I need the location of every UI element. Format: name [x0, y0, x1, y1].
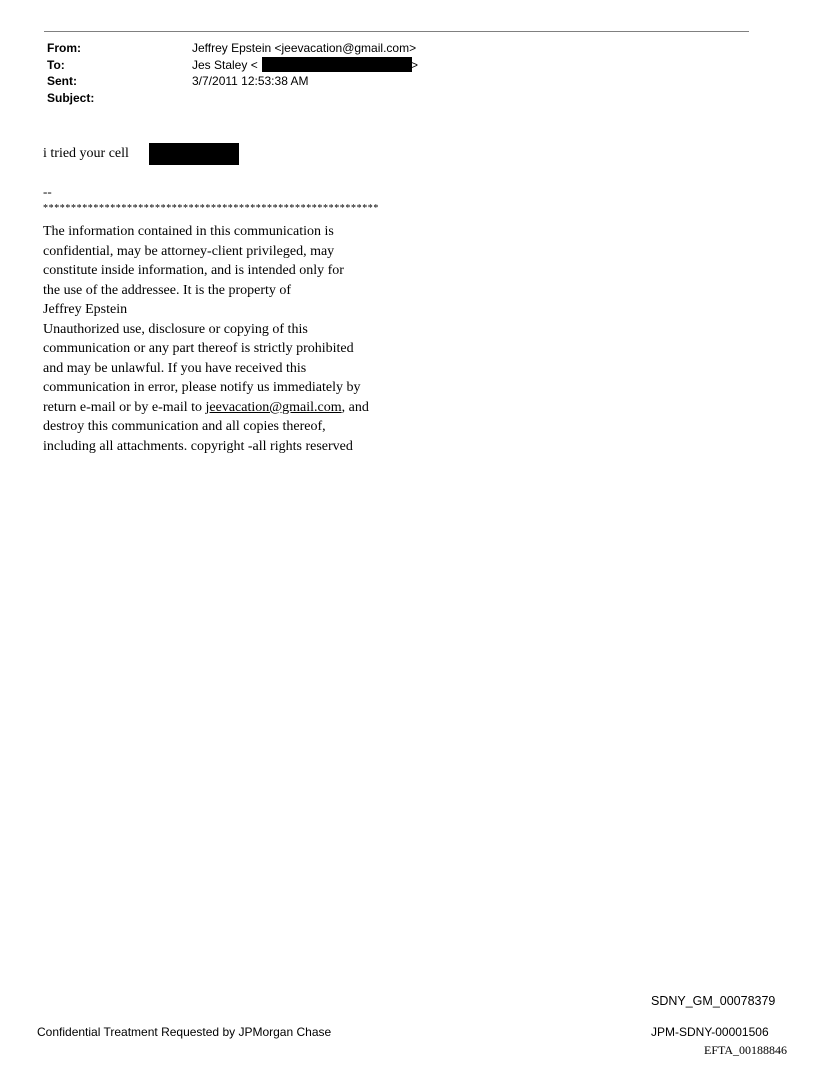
- disclaimer-text: , and: [341, 399, 369, 415]
- disclaimer-line: Unauthorized use, disclosure or copying of this: [43, 321, 308, 337]
- disclaimer-line: the use of the addressee. It is the property of: [43, 282, 292, 298]
- disclaimer-line: confidential, may be attorney-client privileged, may: [43, 243, 335, 259]
- to-email-redaction: [262, 57, 412, 72]
- phone-redaction: [149, 143, 239, 165]
- asterisk-divider: ************************************************************: [43, 203, 379, 214]
- disclaimer-line: including all attachments. copyright -all rights reserved: [43, 438, 353, 454]
- message-text: i tried your cell: [43, 146, 129, 161]
- bates-sdny: SDNY_GM_00078379: [651, 994, 776, 1008]
- confidentiality-disclaimer: [43, 222, 463, 456]
- disclaimer-line: destroy this communication and all copies thereof,: [43, 419, 326, 434]
- disclaimer-line: Jeffrey Epstein: [43, 302, 128, 317]
- from-value: Jeffrey Epstein <jeevacation@gmail.com>: [192, 41, 417, 55]
- bates-efta: EFTA_00188846: [704, 1043, 788, 1057]
- disclaimer-line: communication in error, please notify us immediately by: [43, 380, 361, 395]
- from-label: From:: [47, 41, 81, 55]
- disclaimer-line: [43, 398, 463, 418]
- to-value-suffix: >: [411, 58, 419, 72]
- disclaimer-line: communication or any part thereof is strictly prohibited: [43, 341, 354, 356]
- signature-separator: --: [43, 184, 52, 199]
- disclaimer-line: constitute inside information, and is intended only for: [43, 263, 344, 278]
- disclaimer-line: The information contained in this communication is: [43, 224, 334, 239]
- email-link[interactable]: jeevacation@gmail.com: [205, 399, 342, 415]
- disclaimer-text: return e-mail or by e-mail to: [43, 399, 206, 415]
- to-label: To:: [47, 58, 65, 72]
- subject-label: Subject:: [47, 91, 95, 105]
- bates-jpm: JPM-SDNY-00001506: [651, 1025, 769, 1039]
- sent-value: 3/7/2011 12:53:38 AM: [192, 74, 309, 88]
- to-value-prefix: Jes Staley <: [192, 58, 258, 72]
- header-divider: [44, 31, 749, 32]
- disclaimer-line: and may be unlawful. If you have received this: [43, 360, 307, 376]
- sent-label: Sent:: [47, 74, 77, 88]
- confidential-treatment-note: Confidential Treatment Requested by JPMorgan Chase: [37, 1025, 332, 1039]
